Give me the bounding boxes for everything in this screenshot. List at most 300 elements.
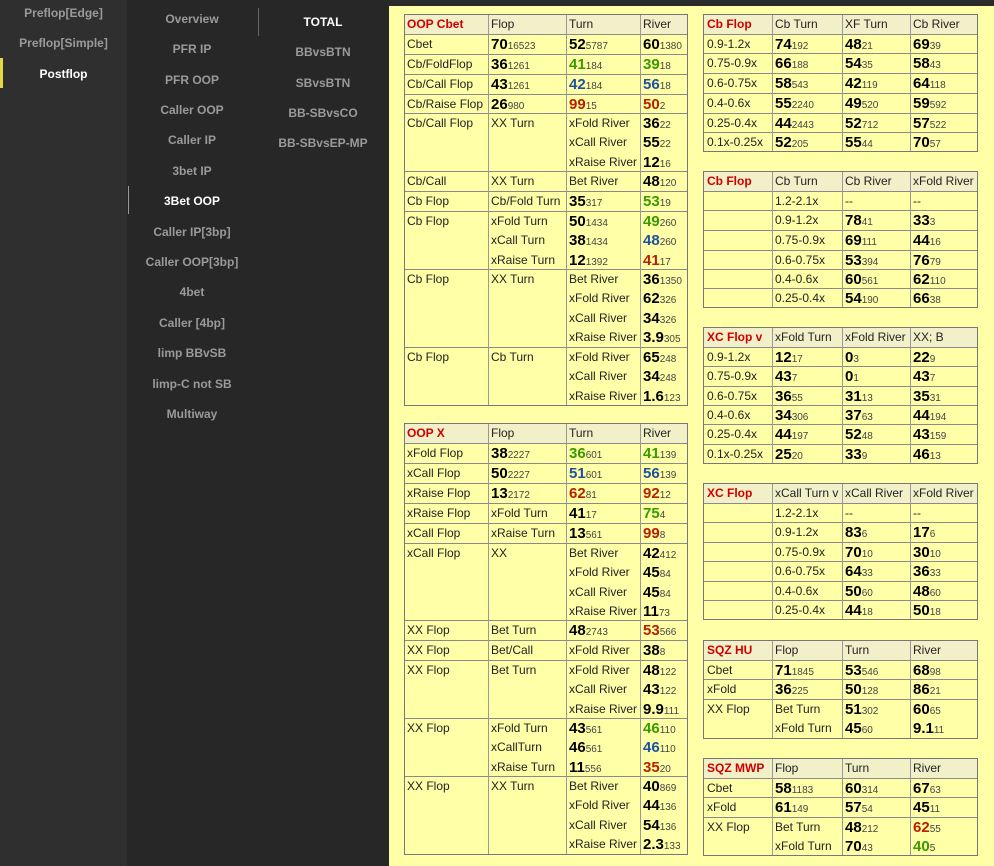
column-divider: [566, 424, 567, 854]
cell-stat: [845, 231, 911, 252]
stat-value: 60: [845, 780, 862, 797]
stat-value: 12: [643, 153, 660, 171]
cell-label: XF Turn: [845, 17, 888, 31]
table-row: [405, 347, 687, 405]
sample-size: 33: [929, 568, 941, 579]
sample-size: 98: [929, 667, 941, 678]
cell-stat: [913, 445, 977, 466]
cell-stat: [845, 289, 911, 310]
stat-value: 42: [643, 545, 660, 562]
sample-size: 5: [929, 843, 936, 855]
cell-stat: [643, 816, 687, 835]
stat-value: 50: [913, 602, 930, 619]
stat-value: 99: [569, 96, 586, 113]
nav-caller-oop[interactable]: Caller OOP: [160, 103, 224, 117]
sample-size: 139: [659, 470, 677, 481]
stat-value: 48: [845, 819, 862, 836]
nav-pfr-oop[interactable]: PFR OOP: [164, 73, 219, 87]
cell-stat: [845, 601, 911, 622]
cell-label: xRaise Flop: [407, 506, 471, 520]
column-divider: [910, 15, 911, 151]
stat-value: 52: [775, 134, 792, 151]
sample-size: 17: [659, 256, 671, 268]
sample-size: 302: [861, 706, 879, 717]
nav-limp-bbvsb[interactable]: limp BBvSB: [157, 346, 227, 360]
nav-sbvsbtn[interactable]: SBvsBTN: [295, 76, 351, 90]
table-row: [704, 250, 977, 269]
cell-stat: [643, 700, 687, 719]
stat-value: 48: [643, 173, 660, 190]
stat-value: 70: [913, 134, 930, 151]
cell-stat: [775, 94, 843, 115]
column-divider: [640, 424, 641, 854]
cell-label: River: [643, 17, 672, 31]
table-header: [405, 15, 687, 34]
sample-size: 57: [929, 139, 941, 150]
nav-pfr-ip[interactable]: PFR IP: [172, 42, 212, 56]
stat-value: 48: [569, 622, 586, 639]
table-title: XC Flop: [707, 486, 753, 500]
cell-label: xRaise Turn: [491, 526, 556, 540]
cell-stat: [569, 55, 643, 76]
stat-value: 45: [643, 583, 660, 601]
cell-stat: [569, 464, 643, 485]
sample-size: 136: [659, 821, 677, 833]
cell-label: XX Flop: [707, 820, 750, 834]
stat-value: 68: [913, 662, 930, 679]
cell-stat: [913, 818, 977, 837]
cell-label: 0.6-0.75x: [775, 253, 826, 267]
table-title: SQZ MWP: [707, 761, 765, 775]
stat-value: 86: [913, 681, 930, 698]
cell-stat: [913, 798, 977, 819]
cell-label: XX Flop: [407, 779, 450, 793]
cell-stat: [491, 464, 569, 485]
column-divider: [842, 759, 843, 855]
cell-stat: [643, 367, 687, 386]
cell-stat: [913, 289, 977, 310]
cell-stack: [569, 114, 643, 172]
cell-label: 1.2-2.1x: [775, 506, 819, 520]
cell-label: xCall River: [569, 135, 628, 150]
cell-label: xFold Turn: [775, 721, 832, 736]
stat-value: 42: [845, 75, 862, 92]
cell-stat: [491, 75, 569, 96]
cell-stat: [643, 835, 687, 854]
cell-label: Cbet: [707, 663, 733, 677]
column-divider: [640, 15, 641, 405]
stat-value: 53: [643, 193, 660, 210]
stat-value: 0: [845, 349, 854, 366]
cell-stat: [775, 367, 843, 388]
stat-value: 50: [643, 96, 660, 113]
stat-value: 70: [845, 544, 862, 561]
stat-value: 34: [643, 368, 660, 386]
stat-value: 37: [845, 407, 862, 424]
cell-stat: [569, 35, 643, 56]
sample-size: 17: [791, 354, 803, 365]
stat-value: 11: [569, 758, 585, 776]
nav-total[interactable]: TOTAL: [303, 15, 343, 29]
cell-stat: [775, 74, 843, 95]
cell-stat: [845, 700, 911, 719]
cell-stat: [643, 583, 687, 602]
column-divider: [566, 15, 567, 405]
table-row: [405, 443, 687, 463]
stat-value: 38: [491, 445, 508, 462]
column-divider: [842, 172, 843, 307]
sample-size: 317: [585, 198, 603, 209]
table-row: [704, 132, 977, 151]
sample-size: 2227: [507, 450, 530, 461]
cell-stat: [845, 818, 911, 837]
table-row: [704, 503, 977, 522]
table-title: Cb Flop: [707, 174, 752, 188]
cell-stat: [569, 621, 643, 642]
cell-stat: [569, 212, 643, 231]
table-row: [405, 463, 687, 483]
stat-value: 36: [913, 563, 930, 580]
stats-table-xc-flop-v: [703, 327, 978, 464]
primary-nav: [0, 0, 127, 866]
sample-size: 3: [853, 354, 859, 365]
cell-stat: [775, 680, 843, 701]
nav-overview[interactable]: Overview: [165, 12, 219, 26]
cell-label: River: [643, 426, 672, 440]
table-header: [704, 484, 977, 503]
cell-stat: [643, 309, 687, 328]
nav-bb-sbvsco[interactable]: BB-SBvsCO: [288, 106, 358, 120]
sample-size: 2443: [791, 120, 814, 131]
nav-3bet-oop[interactable]: 3Bet OOP: [163, 194, 220, 208]
stat-value: 56: [643, 465, 660, 482]
table-row: [704, 386, 977, 405]
sample-size: 601: [585, 470, 603, 481]
cell-label: 0.9-1.2x: [707, 350, 751, 364]
cell-label: xFold: [707, 800, 737, 814]
stat-value: 65: [643, 349, 660, 366]
cell-label: xCall Flop: [407, 526, 461, 540]
column-divider: [910, 328, 911, 463]
sample-size: 60: [861, 588, 873, 599]
stat-value: 69: [913, 36, 930, 53]
stat-value: 34: [775, 407, 792, 424]
sample-size: 17: [585, 510, 597, 521]
stat-value: 58: [775, 75, 792, 92]
column-divider: [772, 328, 773, 463]
sample-size: 136: [659, 802, 677, 814]
stat-value: 99: [643, 525, 660, 542]
cell-label: xFold River: [569, 291, 630, 306]
sample-size: 4: [659, 510, 666, 521]
nav-preflop-edge[interactable]: Preflop[Edge]: [24, 6, 103, 20]
sample-size: 192: [791, 41, 809, 52]
column-divider: [910, 641, 911, 738]
sample-size: 84: [659, 588, 671, 600]
cell-label: Cb/Call Flop: [407, 77, 474, 91]
stat-value: 44: [775, 426, 792, 443]
table-row: [405, 660, 687, 718]
cell-label: Bet River: [569, 779, 619, 793]
tertiary-divider: [258, 8, 259, 36]
cell-stat: [643, 387, 687, 406]
sample-size: 110: [929, 276, 946, 287]
sample-size: 566: [659, 627, 677, 638]
nav-caller-4bp[interactable]: Caller [4bp]: [158, 316, 225, 330]
stats-table-cb-flop-2: [703, 171, 978, 308]
cell-stack: [845, 700, 911, 739]
cell-stack: [569, 212, 643, 270]
cell-stat: [643, 641, 687, 662]
stat-value: 48: [845, 36, 862, 53]
sample-size: 326: [659, 295, 677, 307]
stat-value: 9.9: [643, 700, 664, 718]
stat-value: 0: [845, 368, 854, 385]
cell-stat: [491, 35, 569, 56]
sample-size: 260: [659, 218, 677, 229]
stat-value: 46: [643, 720, 660, 737]
cell-label: xCall Turn: [491, 233, 546, 248]
table-title: Cb Flop: [707, 17, 752, 31]
cell-stat: [643, 777, 687, 796]
table-row: [704, 230, 977, 250]
cell-stat: [643, 289, 687, 308]
cell-label: xFold River: [569, 798, 630, 813]
sample-size: 9: [861, 451, 868, 462]
cell-label: Turn: [845, 761, 870, 775]
nav-caller-ip[interactable]: Caller IP: [167, 133, 217, 147]
cell-label: Cb Flop: [407, 350, 450, 364]
stat-value: 46: [913, 446, 930, 463]
cell-stat: [569, 231, 643, 250]
table-row: [704, 581, 977, 600]
nav-postflop[interactable]: Postflop: [39, 67, 88, 81]
cell-label: xFold River: [569, 663, 630, 677]
stat-value: 11: [643, 602, 659, 620]
sample-size: 522: [929, 120, 947, 131]
sample-size: 314: [861, 785, 879, 796]
cell-label: --: [913, 506, 921, 520]
sample-size: 2227: [507, 470, 530, 481]
cell-label: xRaise Turn: [491, 252, 556, 267]
stat-value: 13: [569, 525, 586, 542]
sample-size: 43: [929, 60, 941, 71]
cell-stat: [643, 661, 687, 680]
table-row: [405, 269, 687, 347]
sample-size: 122: [659, 686, 677, 698]
cell-stat: [569, 738, 643, 757]
cell-stat: [845, 523, 911, 544]
nav-limp-c-not-sb[interactable]: limp-C not SB: [152, 377, 232, 391]
sample-size: 18: [659, 61, 671, 72]
table-title: OOP Cbet: [407, 17, 464, 31]
cell-stat: [845, 94, 911, 115]
cell-stat: [913, 54, 977, 75]
sample-size: 260: [659, 237, 677, 249]
sample-size: 16: [659, 158, 671, 170]
table-row: [704, 53, 977, 73]
sample-size: 1261: [507, 81, 530, 92]
sample-size: 11: [929, 804, 941, 815]
cell-stat: [643, 680, 687, 699]
cell-stat: [643, 504, 687, 525]
stat-value: 62: [643, 290, 660, 308]
stat-value: 64: [845, 563, 862, 580]
stat-value: 43: [913, 368, 930, 385]
cell-label: --: [913, 194, 921, 208]
cell-label: 0.9-1.2x: [775, 213, 819, 227]
column-divider: [910, 484, 911, 619]
sample-size: 21: [929, 686, 941, 697]
stat-value: 56: [643, 76, 660, 93]
table-row: [405, 54, 687, 74]
sample-size: 139: [659, 450, 677, 461]
cell-label: Turn: [845, 643, 870, 657]
stat-value: 44: [643, 797, 660, 815]
table-header: [704, 641, 977, 660]
stat-value: 62: [913, 271, 930, 288]
sample-size: 21: [861, 41, 873, 52]
sample-size: 73: [658, 607, 670, 619]
nav-preflop-simple[interactable]: Preflop[Simple]: [19, 36, 108, 50]
cell-label: Cb Flop: [407, 194, 450, 208]
table-row: [405, 94, 687, 113]
cell-label: 0.6-0.75x: [707, 76, 758, 90]
cell-label: XX Turn: [491, 174, 535, 188]
cell-label: XX: [491, 546, 508, 560]
sample-size: 65: [929, 706, 941, 717]
cell-stat: [643, 563, 687, 582]
sample-size: 15: [585, 101, 597, 112]
sample-size: 712: [861, 120, 879, 131]
sample-size: 110: [659, 744, 676, 756]
cell-stat: [845, 798, 911, 819]
stat-value: 53: [845, 662, 862, 679]
stat-value: 43: [643, 681, 660, 699]
stat-value: 43: [913, 426, 930, 443]
cell-label: Cb/Fold Turn: [491, 194, 561, 208]
nav-bb-sbvsep-mp[interactable]: BB-SBvsEP-MP: [278, 136, 368, 150]
nav-3bet-ip[interactable]: 3bet IP: [172, 164, 212, 178]
stat-value: 54: [643, 816, 660, 834]
stat-value: 92: [643, 485, 660, 502]
sample-size: 55: [929, 824, 941, 835]
cell-label: xFold Turn: [491, 214, 548, 228]
sample-size: 1845: [791, 667, 814, 678]
sample-size: 110: [659, 725, 676, 736]
stat-value: 50: [845, 681, 862, 698]
cell-stat: [643, 251, 687, 270]
table-row: [704, 600, 977, 619]
cell-label: xRaise River: [569, 603, 638, 618]
stats-table-sqz-hu: [703, 640, 978, 739]
cell-stack: [845, 818, 911, 857]
cell-label: 0.4-0.6x: [707, 408, 751, 422]
cell-label: xCall Flop: [407, 546, 461, 560]
cell-label: xRaise Turn: [491, 759, 556, 774]
stat-value: 66: [913, 290, 930, 307]
cell-stat: [643, 153, 687, 172]
cell-stat: [491, 484, 569, 505]
cell-label: --: [845, 506, 853, 520]
table-row: [704, 817, 977, 855]
cell-label: xCall River: [569, 584, 628, 599]
cell-stat: [845, 211, 911, 232]
cell-label: XX Flop: [407, 721, 450, 735]
cell-label: xFold River: [569, 350, 630, 364]
cell-stat: [643, 328, 687, 347]
sample-size: 63: [929, 785, 941, 796]
stat-value: 36: [775, 388, 792, 405]
cell-stat: [913, 211, 977, 232]
stat-value: 53: [845, 252, 862, 269]
cell-stat: [569, 251, 643, 270]
nav-bbvsbtn[interactable]: BBvsBTN: [295, 45, 351, 59]
cell-stat: [845, 133, 911, 154]
cell-label: Cbet: [707, 781, 733, 795]
stat-value: 51: [845, 701, 862, 718]
stat-value: 36: [643, 115, 660, 132]
cell-label: xFold River: [913, 174, 974, 188]
cell-stat: [643, 719, 687, 738]
table-row: [704, 699, 977, 738]
table-row: [405, 34, 687, 54]
nav-caller-ip-3bp[interactable]: Caller IP[3bp]: [153, 225, 231, 239]
sample-size: 60: [929, 588, 941, 599]
nav-4bet[interactable]: 4bet: [179, 285, 205, 299]
cell-stat: [845, 562, 911, 583]
cell-stat: [775, 54, 843, 75]
nav-multiway[interactable]: Multiway: [166, 407, 218, 421]
cell-stack: [775, 818, 843, 857]
stats-table-oop-x: [404, 423, 688, 855]
cell-stat: [845, 445, 911, 466]
stat-value: 45: [845, 720, 862, 738]
cell-stat: [569, 484, 643, 505]
table-row: [405, 113, 687, 171]
cell-stat: [643, 738, 687, 757]
stat-value: 54: [845, 55, 862, 72]
cell-label: xCall Turn v: [775, 486, 839, 500]
stat-value: 45: [913, 799, 930, 816]
cell-label: xRaise River: [569, 388, 638, 403]
cell-stat: [845, 367, 911, 388]
cell-stack: [643, 777, 687, 854]
stat-value: 38: [569, 232, 586, 250]
stat-value: 60: [913, 701, 930, 718]
cell-label: xFold River: [845, 330, 906, 344]
stat-value: 60: [845, 271, 862, 288]
sample-size: 394: [861, 257, 879, 268]
sample-size: 133: [663, 840, 681, 852]
table-row: [704, 113, 977, 132]
stat-value: 35: [913, 388, 930, 405]
cell-stat: [913, 425, 977, 446]
stat-value: 41: [643, 445, 660, 462]
table-row: [704, 542, 977, 561]
stat-value: 57: [913, 115, 930, 132]
stat-value: 36: [491, 56, 508, 73]
cell-stat: [845, 425, 911, 446]
cell-label: xRaise River: [569, 701, 638, 716]
cell-label: xFold Turn: [491, 721, 548, 735]
sample-size: 212: [861, 824, 879, 835]
sample-size: 2743: [585, 627, 608, 638]
stat-value: 58: [775, 780, 792, 797]
column-divider: [842, 641, 843, 738]
cell-stat: [569, 444, 643, 465]
nav-caller-oop-3bp[interactable]: Caller OOP[3bp]: [145, 255, 239, 269]
